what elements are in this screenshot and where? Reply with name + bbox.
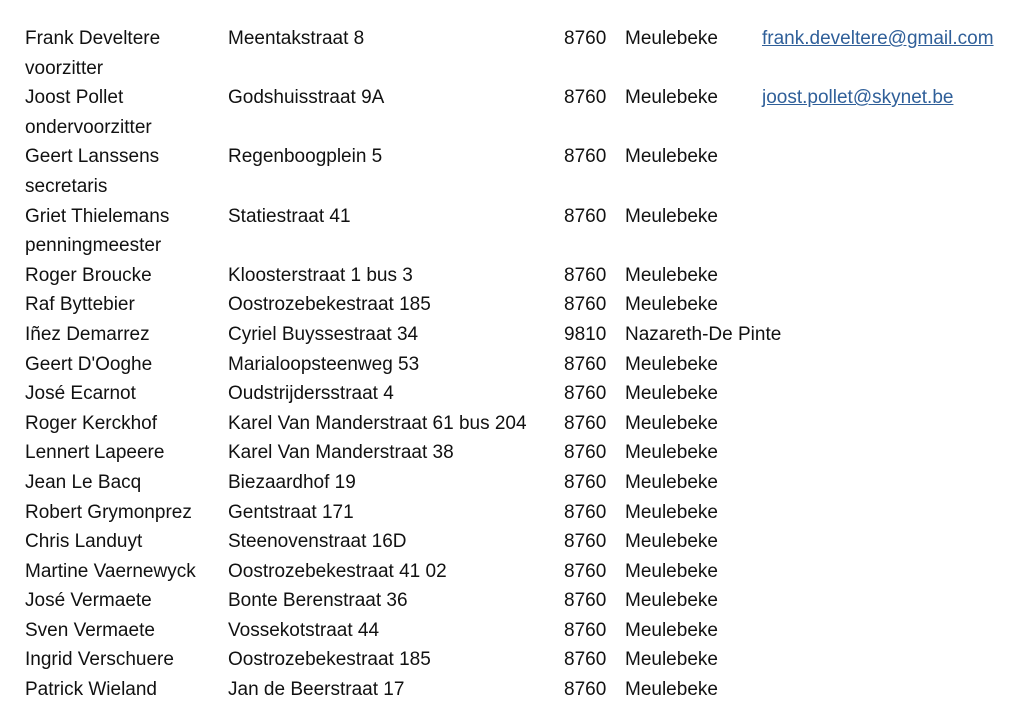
member-zip: 8760 bbox=[564, 471, 607, 493]
member-city: Meulebeke bbox=[625, 471, 718, 493]
member-zip: 9810 bbox=[564, 323, 607, 345]
member-zip: 8760 bbox=[564, 87, 607, 109]
member-zip: 8760 bbox=[564, 560, 607, 582]
member-street: Godshuisstraat 9A bbox=[228, 87, 385, 109]
member-city: Meulebeke bbox=[625, 205, 718, 227]
member-name: Jean Le Bacq bbox=[25, 471, 142, 493]
member-name: Frank Develtere bbox=[25, 28, 161, 49]
member-city: Meulebeke bbox=[625, 28, 718, 49]
member-row bbox=[25, 409, 1015, 439]
member-city: Meulebeke bbox=[625, 619, 718, 641]
member-row bbox=[25, 24, 1015, 54]
member-name: Sven Vermaete bbox=[25, 619, 155, 641]
member-row bbox=[25, 290, 1015, 320]
member-city: Meulebeke bbox=[625, 501, 718, 523]
member-zip: 8760 bbox=[564, 205, 607, 227]
member-city: Meulebeke bbox=[625, 264, 718, 286]
member-row bbox=[25, 379, 1015, 409]
member-city: Meulebeke bbox=[625, 294, 718, 316]
member-row bbox=[25, 83, 1015, 113]
member-zip: 8760 bbox=[564, 146, 607, 168]
member-name: Roger Broucke bbox=[25, 264, 152, 286]
member-street: Statiestraat 41 bbox=[228, 205, 351, 227]
member-city: Meulebeke bbox=[625, 353, 718, 375]
member-zip: 8760 bbox=[564, 619, 607, 641]
member-street: Steenovenstraat 16D bbox=[228, 531, 407, 553]
member-row bbox=[25, 438, 1015, 468]
member-zip: 8760 bbox=[564, 531, 607, 553]
member-street: Oostrozebekestraat 185 bbox=[228, 649, 431, 671]
member-city: Meulebeke bbox=[625, 649, 718, 671]
member-name: José Ecarnot bbox=[25, 383, 136, 405]
member-city: Meulebeke bbox=[625, 531, 718, 553]
member-city: Meulebeke bbox=[625, 383, 718, 405]
member-zip: 8760 bbox=[564, 383, 607, 405]
member-email-link[interactable]: frank.develtere@gmail.com bbox=[762, 28, 994, 49]
member-row bbox=[25, 320, 1015, 350]
member-name: Ingrid Verschuere bbox=[25, 649, 174, 671]
member-role: voorzitter bbox=[25, 57, 104, 79]
member-zip: 8760 bbox=[564, 679, 607, 701]
member-email-link[interactable]: joost.pollet@skynet.be bbox=[762, 87, 954, 109]
member-row bbox=[25, 202, 1015, 232]
member-street: Marialoopsteenweg 53 bbox=[228, 353, 420, 375]
member-role: ondervoorzitter bbox=[25, 116, 152, 138]
member-city: Meulebeke bbox=[625, 560, 718, 582]
member-row bbox=[25, 498, 1015, 528]
member-city: Nazareth-De Pinte bbox=[625, 323, 782, 345]
member-row bbox=[25, 675, 1015, 705]
member-name: José Vermaete bbox=[25, 590, 152, 612]
member-name: Iñez Demarrez bbox=[25, 323, 150, 345]
member-name: Chris Landuyt bbox=[25, 531, 143, 553]
member-zip: 8760 bbox=[564, 501, 607, 523]
member-name: Griet Thielemans bbox=[25, 205, 170, 227]
member-name: Geert D'Ooghe bbox=[25, 353, 153, 375]
member-street: Vossekotstraat 44 bbox=[228, 619, 380, 641]
member-street: Meentakstraat 8 bbox=[228, 28, 365, 49]
member-name: Joost Pollet bbox=[25, 87, 124, 109]
member-zip: 8760 bbox=[564, 294, 607, 316]
member-name: Lennert Lapeere bbox=[25, 442, 165, 464]
member-name: Martine Vaernewyck bbox=[25, 560, 196, 582]
member-street: Jan de Beerstraat 17 bbox=[228, 679, 405, 701]
member-street: Oudstrijdersstraat 4 bbox=[228, 383, 394, 405]
member-zip: 8760 bbox=[564, 353, 607, 375]
member-city: Meulebeke bbox=[625, 442, 718, 464]
member-street: Cyriel Buyssestraat 34 bbox=[228, 323, 419, 345]
member-role-row bbox=[25, 172, 1015, 202]
member-row bbox=[25, 261, 1015, 291]
member-role: secretaris bbox=[25, 175, 108, 197]
member-role: penningmeester bbox=[25, 235, 162, 257]
member-row bbox=[25, 616, 1015, 646]
member-name: Patrick Wieland bbox=[25, 679, 157, 701]
member-zip: 8760 bbox=[564, 442, 607, 464]
member-row bbox=[25, 350, 1015, 380]
member-zip: 8760 bbox=[564, 28, 607, 49]
member-row bbox=[25, 527, 1015, 557]
member-row bbox=[25, 645, 1015, 675]
member-row bbox=[25, 468, 1015, 498]
member-city: Meulebeke bbox=[625, 590, 718, 612]
member-row bbox=[25, 557, 1015, 587]
member-street: Bonte Berenstraat 36 bbox=[228, 590, 408, 612]
member-street: Biezaardhof 19 bbox=[228, 471, 356, 493]
member-list bbox=[25, 24, 1015, 705]
member-city: Meulebeke bbox=[625, 679, 718, 701]
member-city: Meulebeke bbox=[625, 146, 718, 168]
member-row bbox=[25, 586, 1015, 616]
member-street: Oostrozebekestraat 185 bbox=[228, 294, 431, 316]
member-zip: 8760 bbox=[564, 264, 607, 286]
member-role-row bbox=[25, 231, 1015, 261]
member-name: Raf Byttebier bbox=[25, 294, 135, 316]
member-zip: 8760 bbox=[564, 649, 607, 671]
member-street: Oostrozebekestraat 41 02 bbox=[228, 560, 447, 582]
member-street: Karel Van Manderstraat 61 bus 204 bbox=[228, 412, 527, 434]
member-name: Robert Grymonprez bbox=[25, 501, 192, 523]
member-city: Meulebeke bbox=[625, 87, 718, 109]
member-street: Karel Van Manderstraat 38 bbox=[228, 442, 454, 464]
member-role-row bbox=[25, 54, 1015, 84]
member-role-row bbox=[25, 113, 1015, 143]
member-row bbox=[25, 142, 1015, 172]
member-zip: 8760 bbox=[564, 412, 607, 434]
member-zip: 8760 bbox=[564, 590, 607, 612]
member-name: Geert Lanssens bbox=[25, 146, 160, 168]
member-city: Meulebeke bbox=[625, 412, 718, 434]
member-street: Gentstraat 171 bbox=[228, 501, 354, 523]
member-name: Roger Kerckhof bbox=[25, 412, 158, 434]
member-street: Kloosterstraat 1 bus 3 bbox=[228, 264, 413, 286]
member-street: Regenboogplein 5 bbox=[228, 146, 383, 168]
